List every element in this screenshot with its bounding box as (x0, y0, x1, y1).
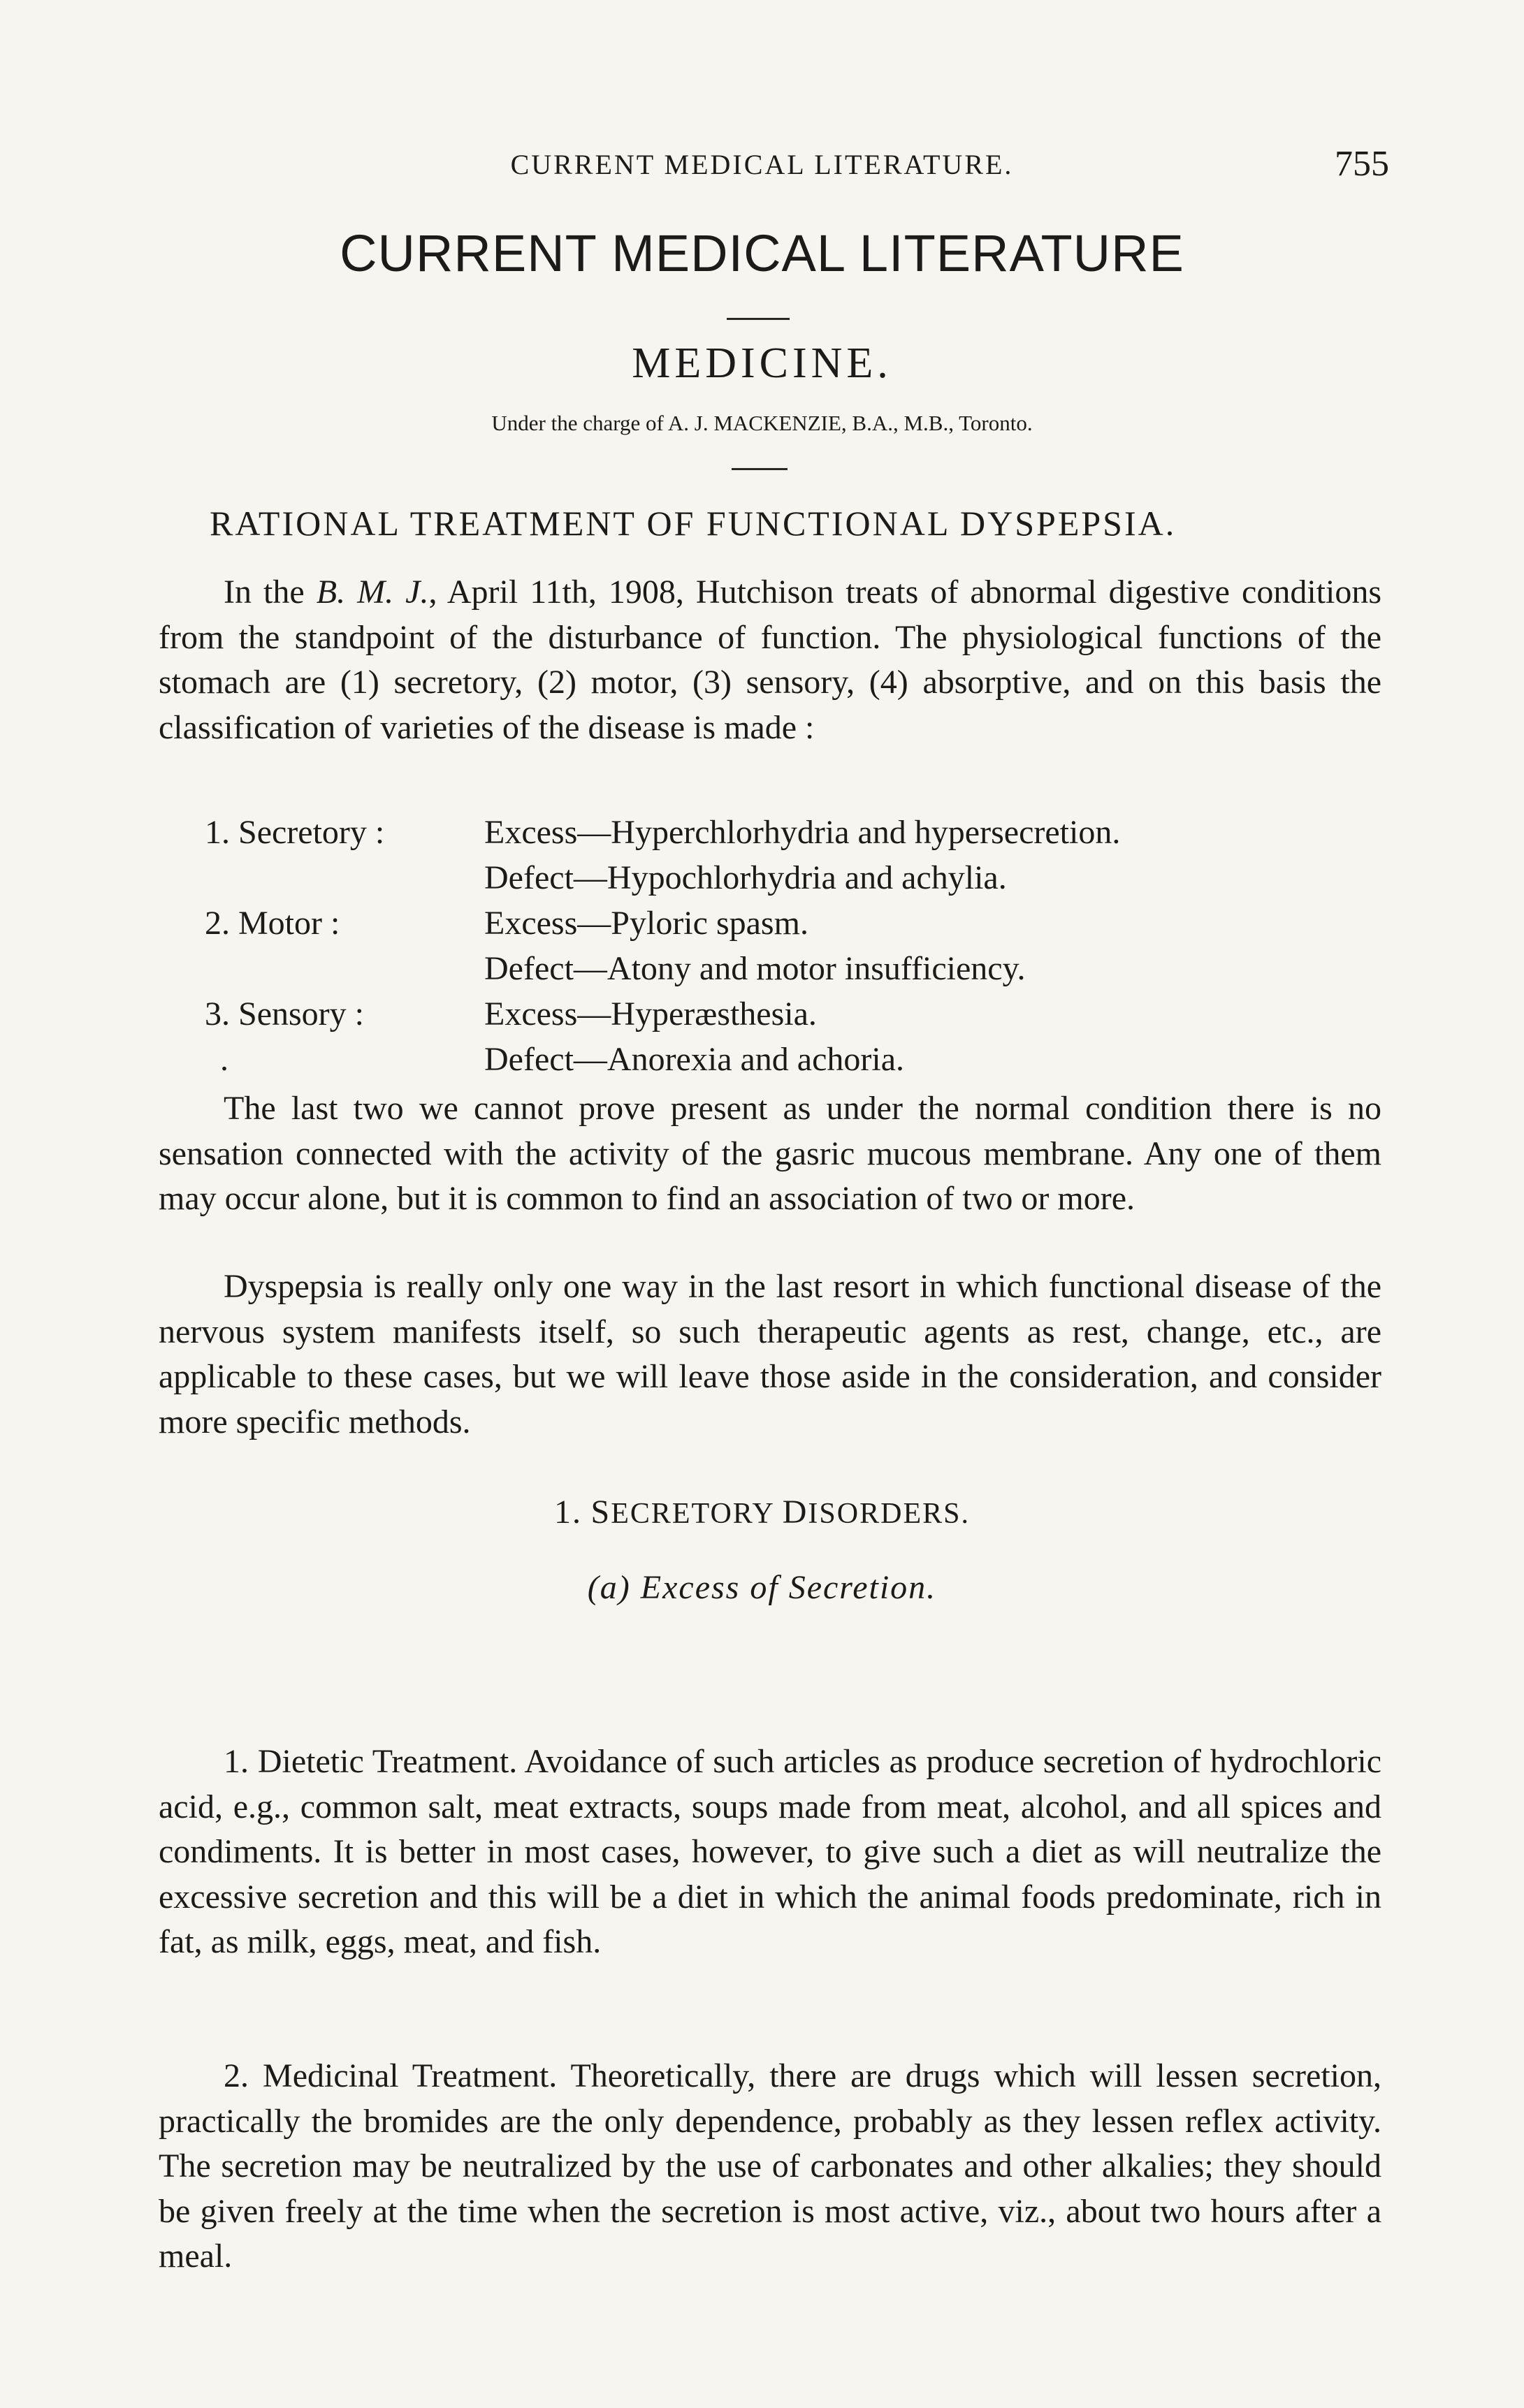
classification-label: 3. Sensory : (205, 995, 364, 1032)
classification-label: 2. Motor : (205, 905, 340, 942)
classification-desc: Excess—Pyloric spasm. (484, 905, 808, 942)
journal-abbrev: B. M. J. (316, 574, 429, 611)
page-title: CURRENT MEDICAL LITERATURE (340, 224, 1184, 282)
paragraph-medicinal-treatment: 2. Medicinal Treatment. Theoretically, there are drugs which will lessen secretion, practically the bromides are the only dependence, probably as they lessen reflex activity. The secretion may be neutralized by the use of carbonates and other alkalies; they should be given freely at the time when the secretion is most active, viz., about two hours after a meal. (159, 2057, 1381, 2275)
page-number: 755 (1335, 144, 1389, 184)
subheading-secretory-disorders: 1. SECRETORY DISORDERS. (554, 1494, 970, 1531)
classification-desc: Excess—Hyperæsthesia. (484, 995, 817, 1032)
intro-rest: , April 11th, 1908, Hutchison treats of abnormal digestive conditions from the standpoint of the disturbance of function. The physiological functions of the stomach are (1) secretory, (2) motor, (3) sensory, (4) absorptive, and on this basis the classification of varieties of the disease is made : (159, 574, 1382, 746)
title-divider (727, 318, 790, 320)
intro-lead: In the (224, 574, 317, 611)
classification-desc: Defect—Hypochlorhydria and achylia. (484, 859, 1007, 896)
paragraph-last-two: The last two we cannot prove present as under the normal condition there is no sensation connected with the activity of the gasric mucous membrane. Any one of them may occur alone, but it is common to find an association of two or more. (159, 1090, 1381, 1217)
intro-paragraph (159, 570, 1381, 750)
classification-label: 1. Secretory : (205, 814, 385, 851)
running-head: CURRENT MEDICAL LITERATURE. (510, 149, 1014, 180)
paragraph-dietetic-treatment: 1. Dietetic Treatment. Avoidance of such articles as produce secretion of hydrochloric acid, e.g., common salt, meat extracts, soups made from meat, alcohol, and all spices and condiments. It is better in most cases, however, to give such a diet as will neutralize the excessive secretion and this will be a diet in which the animal foods predominate, rich in fat, as milk, eggs, meat, and fish. (159, 1743, 1381, 1960)
article-title: RATIONAL TREATMENT OF FUNCTIONAL DYSPEPSIA. (210, 504, 1177, 543)
classification-desc: Defect—Atony and motor insufficiency. (484, 950, 1026, 987)
classification-label: . (220, 1041, 228, 1078)
subheading-excess-of-secretion: (a) Excess of Secretion. (587, 1569, 937, 1606)
classification-desc: Excess—Hyperchlorhydria and hypersecretion. (484, 814, 1121, 851)
paragraph-dyspepsia: Dyspepsia is really only one way in the last resort in which functional disease of the nervous system manifests itself, so such therapeutic agents as rest, change, etc., are applicable to these cases, but we will leave those aside in the consideration, and consider more specific methods. (159, 1268, 1381, 1440)
section-title: MEDICINE. (632, 340, 892, 387)
editor-credit: Under the charge of A. J. MACKENZIE, B.A., M.B., Toronto. (491, 411, 1033, 435)
section-divider (732, 468, 788, 470)
classification-desc: Defect—Anorexia and achoria. (484, 1041, 905, 1078)
